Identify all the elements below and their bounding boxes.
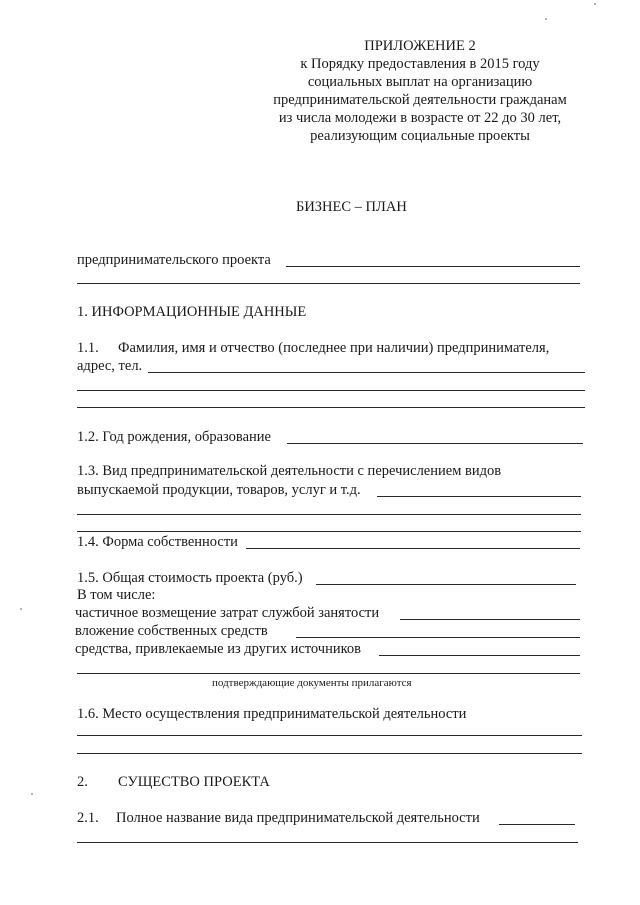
- item-1-5-note: подтверждающие документы прилагаются: [212, 677, 412, 689]
- project-name-field[interactable]: [286, 266, 580, 267]
- item-1-5-other-funds-label: средства, привлекаемые из других источников: [75, 641, 362, 657]
- item-2-1-number: 2.1.: [77, 810, 99, 826]
- item-1-3-field[interactable]: [377, 496, 581, 497]
- section-2-heading: СУЩЕСТВО ПРОЕКТА: [118, 774, 270, 790]
- item-1-1-field[interactable]: [148, 372, 585, 373]
- item-1-1-field-line-3[interactable]: [77, 407, 585, 408]
- scan-speck: [545, 18, 547, 20]
- scan-speck: [594, 3, 596, 5]
- item-1-1-line-2: адрес, тел.: [77, 358, 143, 374]
- header-line-5: реализующим социальные проекты: [310, 128, 530, 144]
- item-1-3-line-1: 1.3. Вид предпринимательской деятельности с перечислением видов: [77, 463, 502, 479]
- item-1-1-line-1: Фамилия, имя и отчество (последнее при наличии) предпринимателя,: [118, 340, 550, 356]
- item-1-5-own-funds-field[interactable]: [296, 637, 580, 638]
- item-1-5-other-funds-field[interactable]: [379, 655, 580, 656]
- item-1-4-field[interactable]: [246, 548, 580, 549]
- item-1-3-field-line-3[interactable]: [77, 531, 581, 532]
- item-1-1-number: 1.1.: [77, 340, 99, 356]
- item-1-6-label: 1.6. Место осуществления предпринимательской деятельности: [77, 706, 467, 722]
- scan-speck: [20, 608, 22, 610]
- header-line-3: предпринимательской деятельности гражданам: [273, 92, 567, 108]
- scan-speck: [31, 793, 33, 795]
- appendix-label: ПРИЛОЖЕНИЕ 2: [364, 38, 476, 54]
- item-1-5-partial-field[interactable]: [400, 619, 580, 620]
- item-2-1-label: Полное название вида предпринимательской деятельности: [116, 810, 480, 826]
- item-1-1-field-line-2[interactable]: [77, 390, 585, 391]
- document-title: БИЗНЕС – ПЛАН: [296, 199, 407, 215]
- item-1-4-label: 1.4. Форма собственности: [77, 534, 238, 550]
- header-line-2: социальных выплат на организацию: [307, 74, 533, 90]
- item-1-2-label: 1.2. Год рождения, образование: [77, 429, 271, 445]
- header-line-1: к Порядку предоставления в 2015 году: [300, 56, 540, 72]
- item-1-5-total-label: 1.5. Общая стоимость проекта (руб.): [77, 570, 303, 586]
- item-1-5-total-field[interactable]: [316, 584, 576, 585]
- project-label: предпринимательского проекта: [77, 252, 271, 268]
- section-2-number: 2.: [77, 774, 88, 790]
- item-1-5-including: В том числе:: [77, 587, 156, 603]
- section-1-heading: 1. ИНФОРМАЦИОННЫЕ ДАННЫЕ: [77, 304, 307, 320]
- project-name-field-line-2[interactable]: [77, 283, 580, 284]
- item-1-6-field-line-2[interactable]: [77, 753, 582, 754]
- item-2-1-field[interactable]: [499, 824, 575, 825]
- item-1-6-field[interactable]: [77, 735, 582, 736]
- item-1-2-field[interactable]: [287, 443, 583, 444]
- item-1-5-partial-label: частичное возмещение затрат службой занятости: [75, 605, 380, 621]
- item-1-3-line-2: выпускаемой продукции, товаров, услуг и т.д.: [77, 482, 361, 498]
- item-1-5-own-funds-label: вложение собственных средств: [75, 623, 268, 639]
- item-1-3-field-line-2[interactable]: [77, 514, 581, 515]
- header-line-4: из числа молодежи в возрасте от 22 до 30 лет,: [278, 110, 562, 126]
- item-2-1-field-line-2[interactable]: [77, 842, 578, 843]
